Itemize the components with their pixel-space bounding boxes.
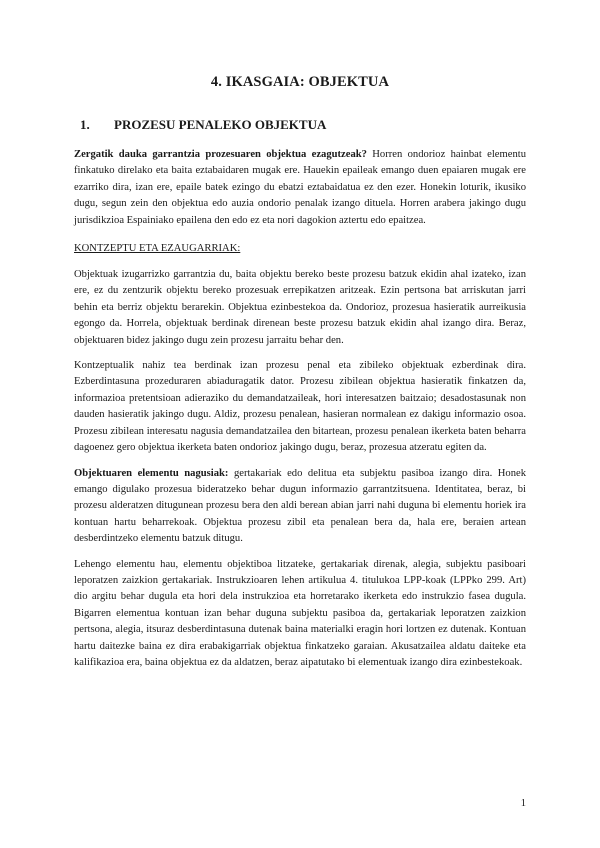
section-title: PROZESU PENALEKO OBJEKTUA [114, 117, 327, 132]
section-number: 1. [80, 117, 90, 132]
paragraph-objective-element: Lehengo elementu hau, elementu objektiboa litzateke, gertakariak direnak, alegia, subjektu pasiboari leporatzen zaizkion gertakariak. Instrukzioaren lehen artikulua 4. titulukoa LPP-koak (LPPko 299. Art) dio argitu behar dugula eta hori dela instrukzioa eta horretarako ikerketa edo instrukzio fasea dugula. Bigarren elementua kontuan izan behar duguna subjektu pasiboa da, gertakariak leporatzen zaizkion pertsona, alegia, itsuraz desberdintasuna dutenak baina materialki eragin hori lortzen ez dutenak. Kontuan hartu daitezke baina ez dira erabakigarriak objektua finkatzeko garaian. Akusatzailea aldatu daiteke eta kalifikazioa era, baina objektua ez da aldatzen, beraz aipatutako bi elementuak izango dira ezinbestekoak. [74, 558, 526, 668]
elements-text: gertakariak edo delitua eta subjektu pasiboa izango dira. Honek emango digulako prozesua bideratzeko behar dugun informazio garrantzitsuena. Identitatea, beraz, bi prozesu alderatzen ditugunean prozesu bera den aldi berean abian jarri nahi duguna bi elementu horiek ira kontuan hartu beharrekoak. Objektua prozesu zibil eta penalean bera da, hala ere, beraien artean desberdintzeko elementu batzuk ditugu. [74, 467, 526, 545]
elements-lead: Objektuaren elementu nagusiak: [74, 467, 229, 479]
intro-lead: Zergatik dauka garrantzia prozesuaren objektua ezagutzeak? [74, 149, 367, 160]
document-title: 4. IKASGAIA: OBJEKTUA [210, 74, 390, 90]
page-content [74, 74, 526, 680]
section-heading [74, 117, 526, 133]
paragraph-importance: Objektuak izugarrizko garrantzia du, baita objektu bereko beste prozesu batzuk ekidin ahal izateko, izan ere, ez du zentzurik objektu bereko prozesuak errepikatzen aritzeak. Ezin pertsona bat arriskutan jarri behin eta berriz objektu berarekin. Objektua ezinbestekoa da. Ondorioz, prozesua hasieratik aurreikusia egongo da. Horrela, objektuak berdinak direnean beste prozesu batzuk ekidin ahal izango dira. Beraz, objektuaren bidez jakingo dugu zein prozesu jarraitu behar den. [74, 269, 526, 346]
intro-text: Horren ondorioz hainbat elementu finkatuko direlako eta baita eztabaidaren mugak ere. Hauekin epaileak emango duen epaiaren mugak ere ezarriko dira, izan ere, epaile batek ezingo du ebatzi eztabaidatua ez den ezer. Honekin loturik, ikusiko dugu, segun zein den objektua edo auzia ondorio penalak izango dituela. Horren arabera jakingo dugu jurisdikzioa Espainiako epailena den edo ez eta nori dagokion aztertu edo epaitzea. [74, 149, 526, 226]
paragraph-intro [74, 147, 526, 229]
paragraph-comparison: Kontzeptualik nahiz tea berdinak izan prozesu penal eta zibileko objektuak ezberdinak dira. Ezberdintasuna prozeduraren abiaduragatik dator. Prozesu zibilean objektua hasieratik finkatzen da, informazioa pretentsioan adieraziko du demandatzaileak, hori interesatzen baitzaio; desadostasunak non dauden hasieratik jakingo dugu. Aldiz, prozesu penalean, hasieran normalean ez dakigu informazio osoa. Prozesu zibilean interesatu nagusia demandatzailea den bitartean, prozesu penalean ikerketa baten beharra dagoenez gero objektua ikerketa baten ondorioz jakingo dugu, beraz, prozesua atzeratu egiten da. [74, 360, 526, 454]
page-number: 1 [520, 798, 526, 809]
subheading-concept: KONTZEPTU ETA EZAUGARRIAK: [74, 243, 241, 255]
paragraph-elements [74, 466, 526, 548]
